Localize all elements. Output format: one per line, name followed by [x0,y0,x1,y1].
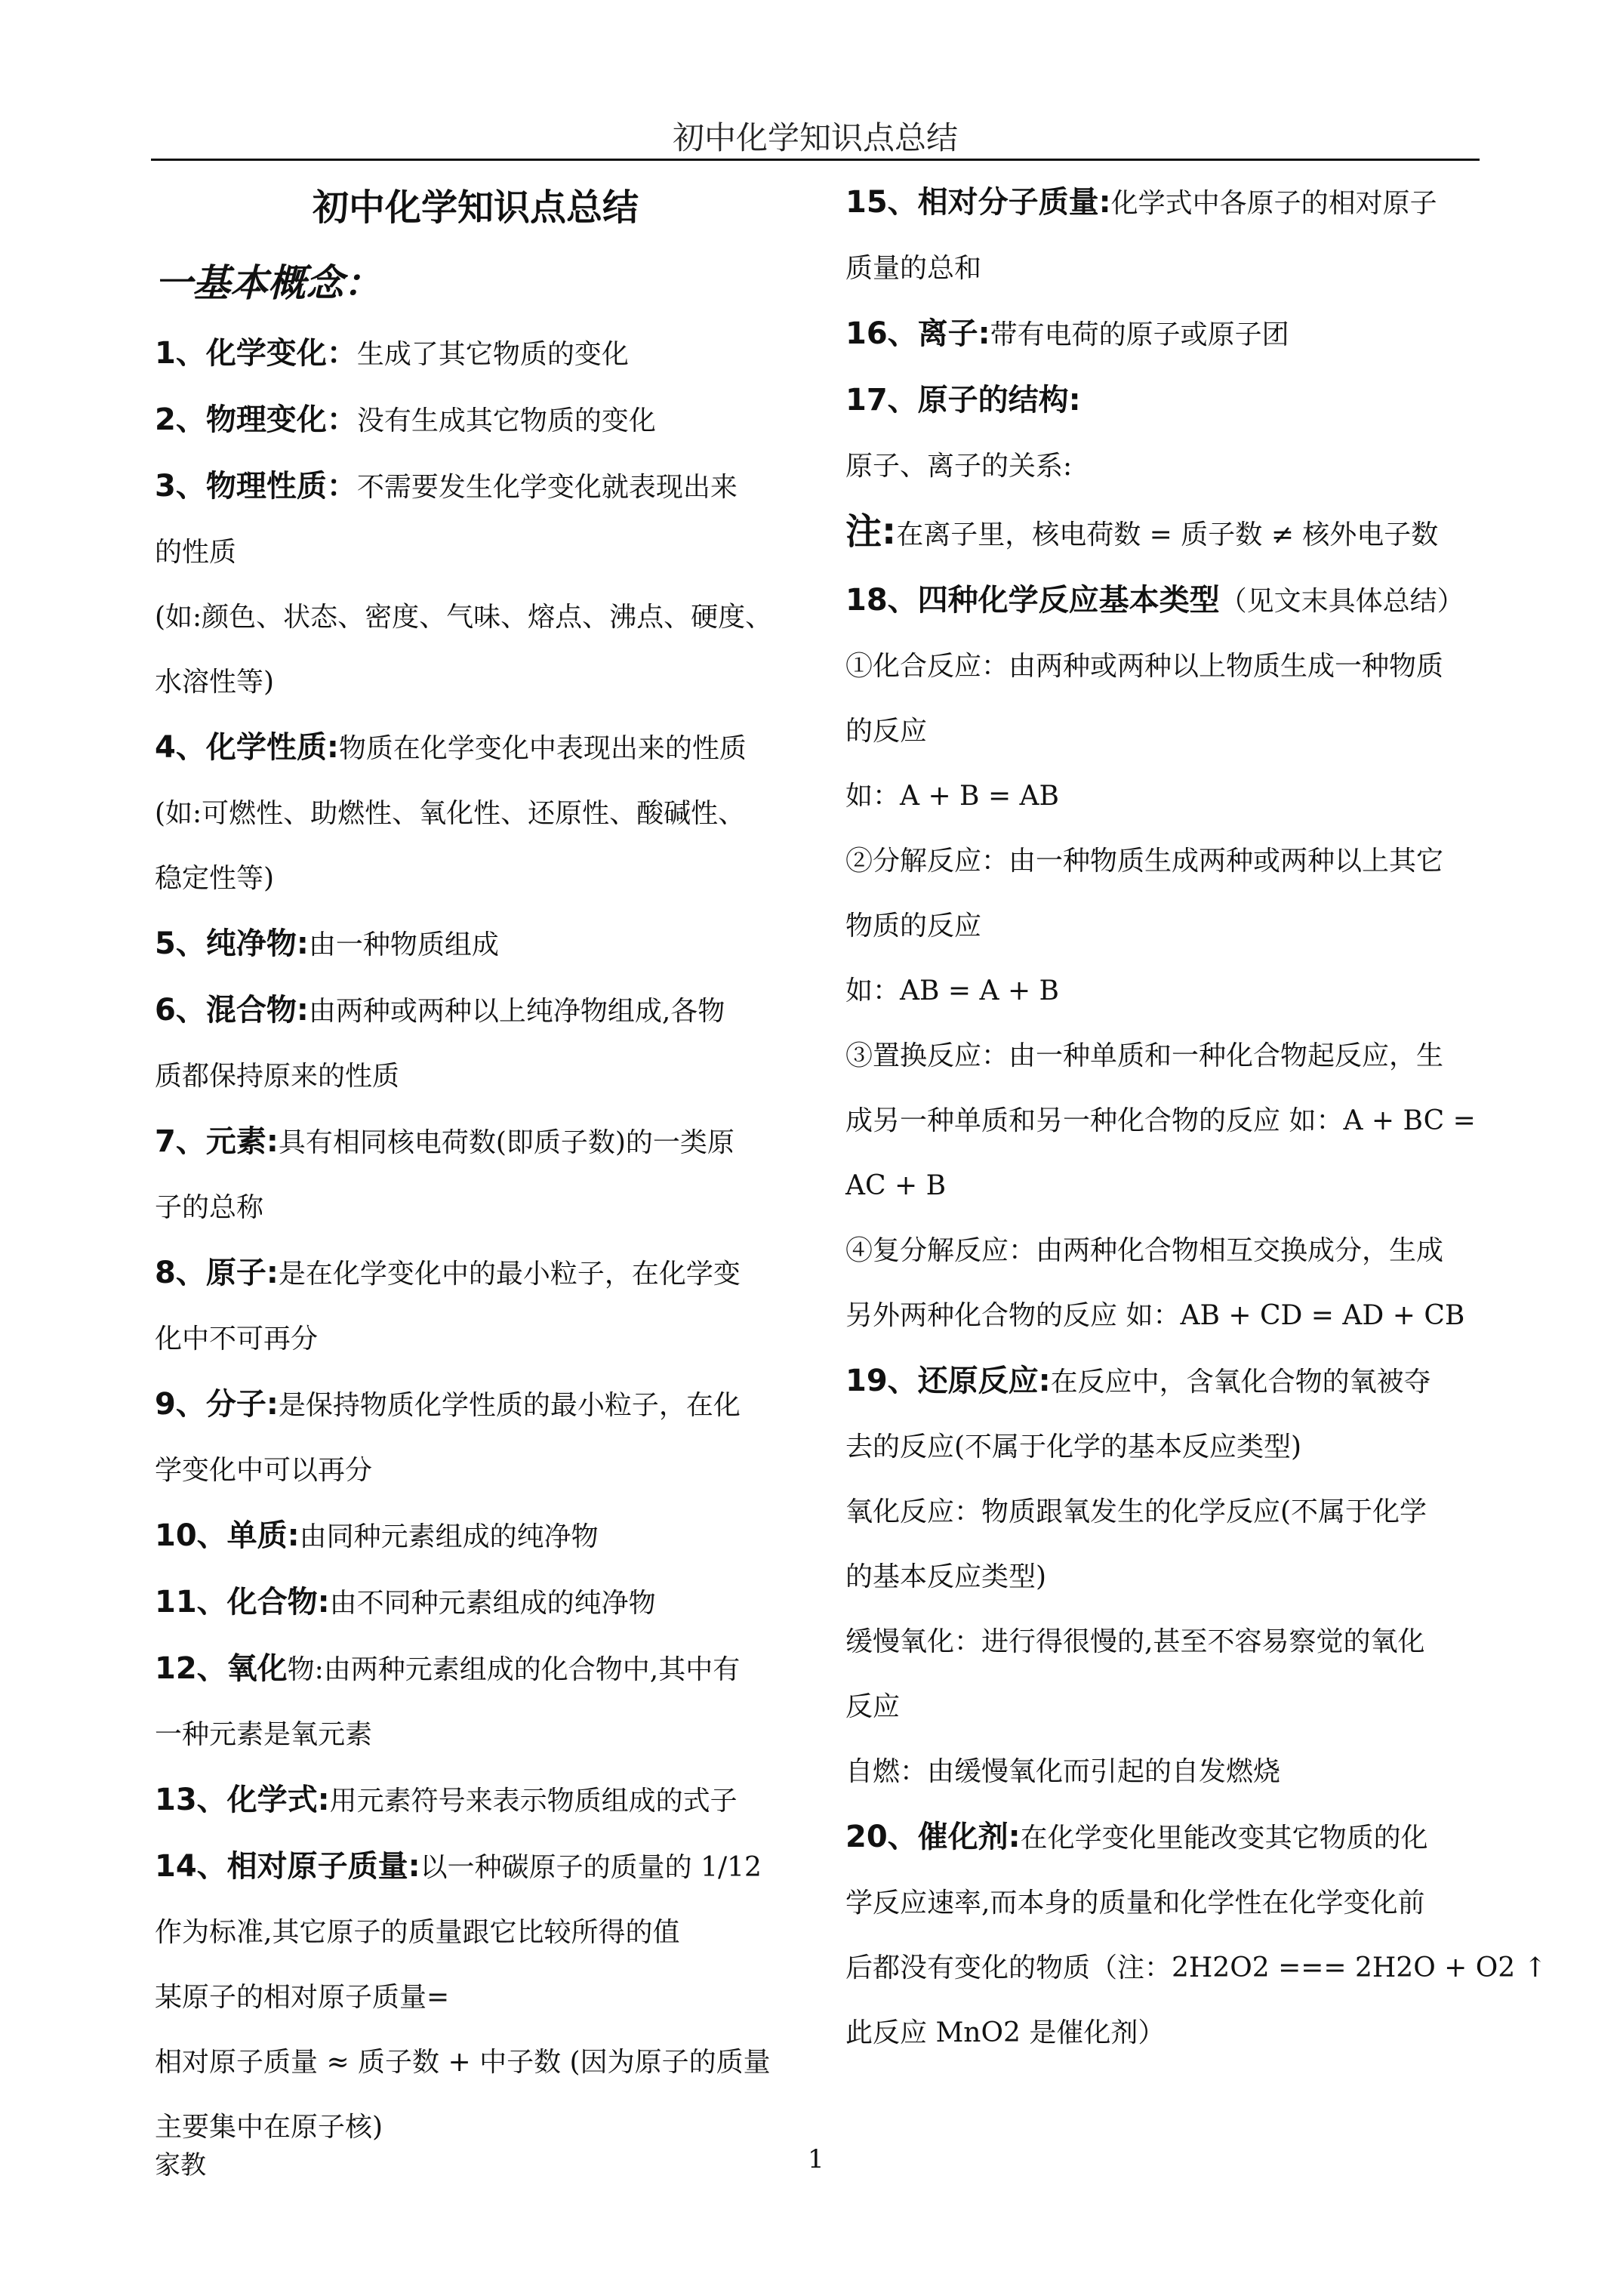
definition-text: 质都保持原来的性质 [155,1061,400,1092]
definition-text: 化学式中各原子的相对原子 [1110,188,1437,219]
definition-line [155,1503,796,1570]
definition-continuation [845,699,1495,764]
definition-text: 由两种或两种以上纯净物组成,各物 [308,996,725,1027]
term-label: 18、四种化学反应基本类型 [845,583,1220,618]
definition-text: ①化合反应：由两种或两种以上物质生成一种物质 [845,651,1444,682]
definition-line [845,170,1495,236]
definition-text: 物质的反应 [845,911,982,942]
definition-continuation [155,1044,796,1109]
definition-continuation [845,434,1495,499]
definition-text: 另外两种化合物的反应 如：AB + CD = AD + CB [845,1300,1465,1331]
term-label: 4、化学性质: [155,730,339,765]
definition-text: 物:由两种元素组成的化合物中,其中有 [287,1654,741,1685]
term-label: 5、纯净物: [155,926,309,961]
definition-continuation [155,2030,796,2095]
definition-continuation [845,1154,1495,1219]
definition-continuation [845,764,1495,829]
definition-text: （见文末具体总结） [1219,586,1464,617]
definition-text: AC + B [845,1170,947,1201]
definition-line [845,568,1495,634]
definition-text: 学变化中可以再分 [155,1455,373,1486]
definition-line [155,715,796,781]
header-rule [151,159,1480,161]
definition-text: 在化学变化里能改变其它物质的化 [1020,1823,1428,1854]
definition-text: ②分解反应：由一种物质生成两种或两种以上其它 [845,846,1444,877]
definition-continuation [845,1284,1495,1348]
definition-line [845,301,1495,368]
definition-text: 用元素符号来表示物质组成的式子 [329,1786,738,1817]
definition-text: 氧化反应：物质跟氧发生的化学反应(不属于化学 [845,1496,1427,1527]
page-header: 初中化学知识点总结 [672,119,958,156]
definition-text: 带有电荷的原子或原子团 [990,319,1289,350]
definition-text: 成另一种单质和另一种化合物的反应 如：A + BC = [845,1105,1476,1136]
definition-continuation [155,1703,796,1767]
definition-continuation [845,1415,1495,1480]
definition-text: 具有相同核电荷数(即质子数)的一类原 [278,1127,735,1158]
definition-text: 自燃：由缓慢氧化而引起的自发燃烧 [845,1756,1281,1787]
term-label: 17、原子的结构: [845,383,1081,418]
definition-text: 相对原子质量 ≈ 质子数 + 中子数 (因为原子的质量 [155,2047,771,2078]
left-items [155,321,796,2160]
definition-continuation [155,585,796,650]
definition-continuation [155,1307,796,1372]
definition-text: 在离子里，核电荷数 = 质子数 ≠ 核外电子数 [896,519,1439,550]
definition-continuation [155,1965,796,2030]
definition-continuation [155,781,796,846]
definition-text: 主要集中在原子核) [155,2112,383,2143]
definition-text: 在反应中，含氧化合物的氧被夺 [1050,1367,1431,1398]
term-label: 13、化学式: [155,1783,330,1817]
definition-text: 此反应 MnO2 是催化剂） [845,2017,1166,2048]
definition-continuation [845,959,1495,1024]
right-items [845,170,1547,2066]
definition-text: ④复分解反应：由两种化合物相互交换成分，生成 [845,1235,1444,1266]
definition-continuation [845,634,1495,699]
term-label: 19、还原反应: [845,1364,1051,1398]
definition-continuation [155,650,796,715]
definition-text: 化中不可再分 [155,1324,319,1354]
definition-line [155,1834,796,1900]
definition-continuation [155,846,796,911]
definition-continuation [845,1480,1495,1545]
definition-line [155,1109,796,1176]
definition-line [155,321,796,387]
definition-text: 以一种碳原子的质量的 1/12 [420,1852,762,1883]
definition-text: 原子、离子的关系: [845,451,1073,482]
definition-text: (如:颜色、状态、密度、气味、熔点、沸点、硬度、 [155,602,773,633]
definition-text: 一种元素是氧元素 [155,1719,373,1750]
term-label: 2、物理变化： [155,402,357,437]
definition-text: (如:可燃性、助燃性、氧化性、还原性、酸碱性、 [155,798,746,829]
definition-line [845,368,1495,434]
term-label: 11、化合物: [155,1585,330,1620]
definition-text: 由同种元素组成的纯净物 [299,1521,599,1552]
definition-text: 质量的总和 [845,253,982,284]
definition-continuation [845,1219,1495,1284]
definition-continuation [155,2095,796,2160]
definition-continuation [845,894,1495,959]
definition-line [155,1570,796,1636]
definition-line [155,387,796,454]
definition-continuation [845,1089,1495,1154]
term-label: 6、混合物: [155,993,309,1028]
definition-continuation [845,1024,1495,1089]
term-label: 14、相对原子质量: [155,1849,420,1884]
definition-continuation [845,1545,1495,1610]
term-label: 10、单质: [155,1518,300,1553]
term-label: 9、分子: [155,1387,279,1422]
definition-continuation [845,1740,1495,1804]
definition-continuation [845,1675,1495,1740]
definition-continuation [845,1610,1495,1675]
definition-text: 没有生成其它物质的变化 [356,405,656,436]
definition-line [155,911,796,978]
definition-text: 由不同种元素组成的纯净物 [329,1588,656,1619]
term-label: 12、氧化 [155,1651,288,1686]
definition-line [155,978,796,1044]
definition-text: 水溶性等) [155,667,275,698]
definition-text: 是在化学变化中的最小粒子，在化学变 [278,1259,741,1290]
definition-text: 的反应 [845,716,928,747]
definition-text: 如：A + B = AB [845,781,1060,812]
right-column [845,170,1547,2066]
definition-continuation [845,236,1495,301]
definition-text: 生成了其它物质的变化 [356,339,629,370]
definition-line [845,1348,1495,1415]
document-title: 初中化学知识点总结 [312,186,639,229]
definition-text: 去的反应(不属于化学的基本反应类型) [845,1432,1302,1462]
definition-line [155,1767,796,1834]
definition-text: 反应 [845,1691,901,1722]
definition-line [155,1372,796,1438]
left-column [155,170,796,2160]
definition-text: 不需要发生化学变化就表现出来 [356,472,738,503]
definition-text: 后都没有变化的物质（注：2H2O2 === 2H2O + O2 ↑ [845,1952,1547,1983]
definition-continuation [155,1900,796,1965]
term-label: 15、相对分子质量: [845,185,1111,220]
definition-text: 的性质 [155,537,237,568]
page-number: 1 [808,2144,824,2174]
definition-continuation [845,829,1495,894]
definition-text: 子的总称 [155,1192,264,1223]
footer-label: 家教 [155,2150,206,2180]
definition-continuation [845,2001,1495,2066]
term-label: 20、催化剂: [845,1820,1021,1854]
term-label: 7、元素: [155,1124,279,1159]
definition-line [155,1240,796,1307]
section-title: 一基本概念： [155,260,381,305]
definition-text: 缓慢氧化：进行得很慢的,甚至不容易察觉的氧化 [845,1626,1425,1657]
definition-text: 是保持物质化学性质的最小粒子，在化 [278,1390,741,1421]
term-label: 注: [845,510,897,553]
definition-text: 由一种物质组成 [308,929,499,960]
term-label: 1、化学变化： [155,336,357,371]
term-label: 16、离子: [845,316,990,351]
definition-text: 物质在化学变化中表现出来的性质 [338,733,747,764]
definition-line [845,499,1495,568]
definition-continuation [155,520,796,585]
definition-continuation [155,1438,796,1503]
definition-text: 作为标准,其它原子的质量跟它比较所得的值 [155,1917,680,1948]
definition-text: 某原子的相对原子质量= [155,1982,450,2013]
definition-line [155,1636,796,1703]
definition-continuation [845,1936,1547,2001]
definition-text: 如：AB = A + B [845,975,1060,1006]
definition-text: 的基本反应类型) [845,1561,1047,1592]
definition-continuation [845,1871,1495,1936]
term-label: 8、原子: [155,1256,279,1290]
definition-continuation [155,1176,796,1240]
definition-line [155,454,796,520]
definition-text: 学反应速率,而本身的质量和化学性在化学变化前 [845,1888,1425,1918]
definition-text: 稳定性等) [155,863,275,894]
definition-text: ③置换反应：由一种单质和一种化合物起反应，生 [845,1040,1444,1071]
term-label: 3、物理性质： [155,469,357,504]
definition-line [845,1804,1495,1871]
